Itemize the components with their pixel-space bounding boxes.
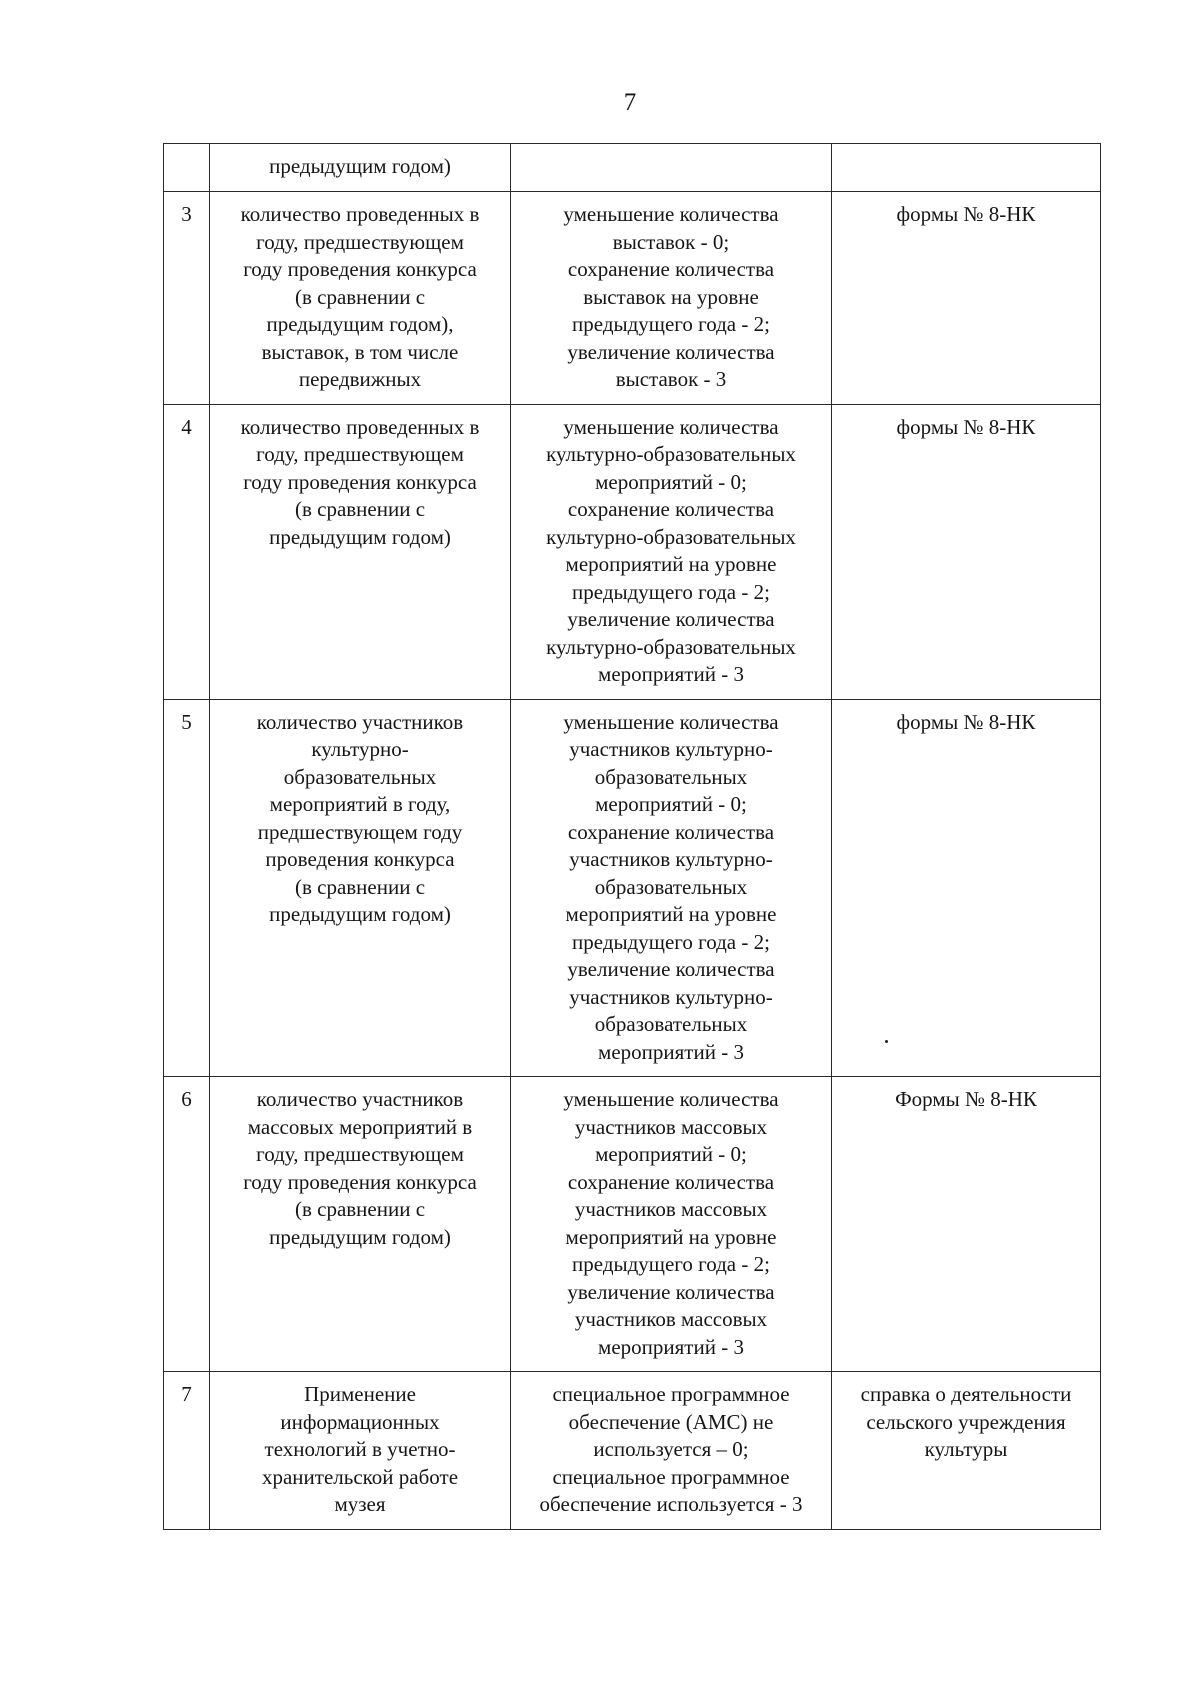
table-row	[164, 144, 1101, 192]
scoring-cell: специальное программное обеспечение (АМС) не используется – 0; специальное программное обеспечение используется - 3	[511, 1372, 832, 1530]
scoring-cell	[511, 144, 832, 192]
scoring-cell: уменьшение количества культурно-образовательных мероприятий - 0; сохранение количества культурно-образовательных мероприятий на уровне предыдущего года - 2; увеличение количества культурно-образовательных мероприятий - 3	[511, 404, 832, 699]
row-number-cell: 3	[164, 192, 210, 405]
criterion-cell: количество участников культурно- образовательных мероприятий в году, предшествующем году проведения конкурса (в сравнении с предыдущим годом)	[210, 699, 511, 1077]
criterion-cell: предыдущим годом)	[210, 144, 511, 192]
source-cell: Формы № 8-НК	[832, 1077, 1101, 1372]
scoring-cell: уменьшение количества выставок - 0; сохранение количества выставок на уровне предыдущего года - 2; увеличение количества выставок - 3	[511, 192, 832, 405]
source-cell: формы № 8-НК	[832, 192, 1101, 405]
row-number-cell: 6	[164, 1077, 210, 1372]
scan-speck	[885, 1040, 888, 1043]
scoring-cell: уменьшение количества участников культурно- образовательных мероприятий - 0; сохранение количества участников культурно- образовательных мероприятий на уровне предыдущего года - 2; увеличение количества участников культурно- образовательных мероприятий - 3	[511, 699, 832, 1077]
scoring-cell: уменьшение количества участников массовых мероприятий - 0; сохранение количества участников массовых мероприятий на уровне предыдущего года - 2; увеличение количества участников массовых мероприятий - 3	[511, 1077, 832, 1372]
criterion-cell: Применение информационных технологий в учетно- хранительской работе музея	[210, 1372, 511, 1530]
row-number-cell: 7	[164, 1372, 210, 1530]
table-row	[164, 699, 1101, 1077]
table-row	[164, 404, 1101, 699]
table-row	[164, 192, 1101, 405]
row-number-cell: 5	[164, 699, 210, 1077]
criterion-cell: количество проведенных в году, предшествующем году проведения конкурса (в сравнении с предыдущим годом)	[210, 404, 511, 699]
page-number: 7	[623, 89, 637, 116]
source-cell: формы № 8-НК	[832, 404, 1101, 699]
criterion-cell: количество участников массовых мероприятий в году, предшествующем году проведения конкурса (в сравнении с предыдущим годом)	[210, 1077, 511, 1372]
source-cell	[832, 144, 1101, 192]
criteria-table	[163, 143, 1101, 1530]
source-cell: формы № 8-НК	[832, 699, 1101, 1077]
table-row	[164, 1077, 1101, 1372]
table-row	[164, 1372, 1101, 1530]
row-number-cell: 4	[164, 404, 210, 699]
row-number-cell	[164, 144, 210, 192]
source-cell: справка о деятельности сельского учреждения культуры	[832, 1372, 1101, 1530]
criterion-cell: количество проведенных в году, предшествующем году проведения конкурса (в сравнении с предыдущим годом), выставок, в том числе передвижных	[210, 192, 511, 405]
